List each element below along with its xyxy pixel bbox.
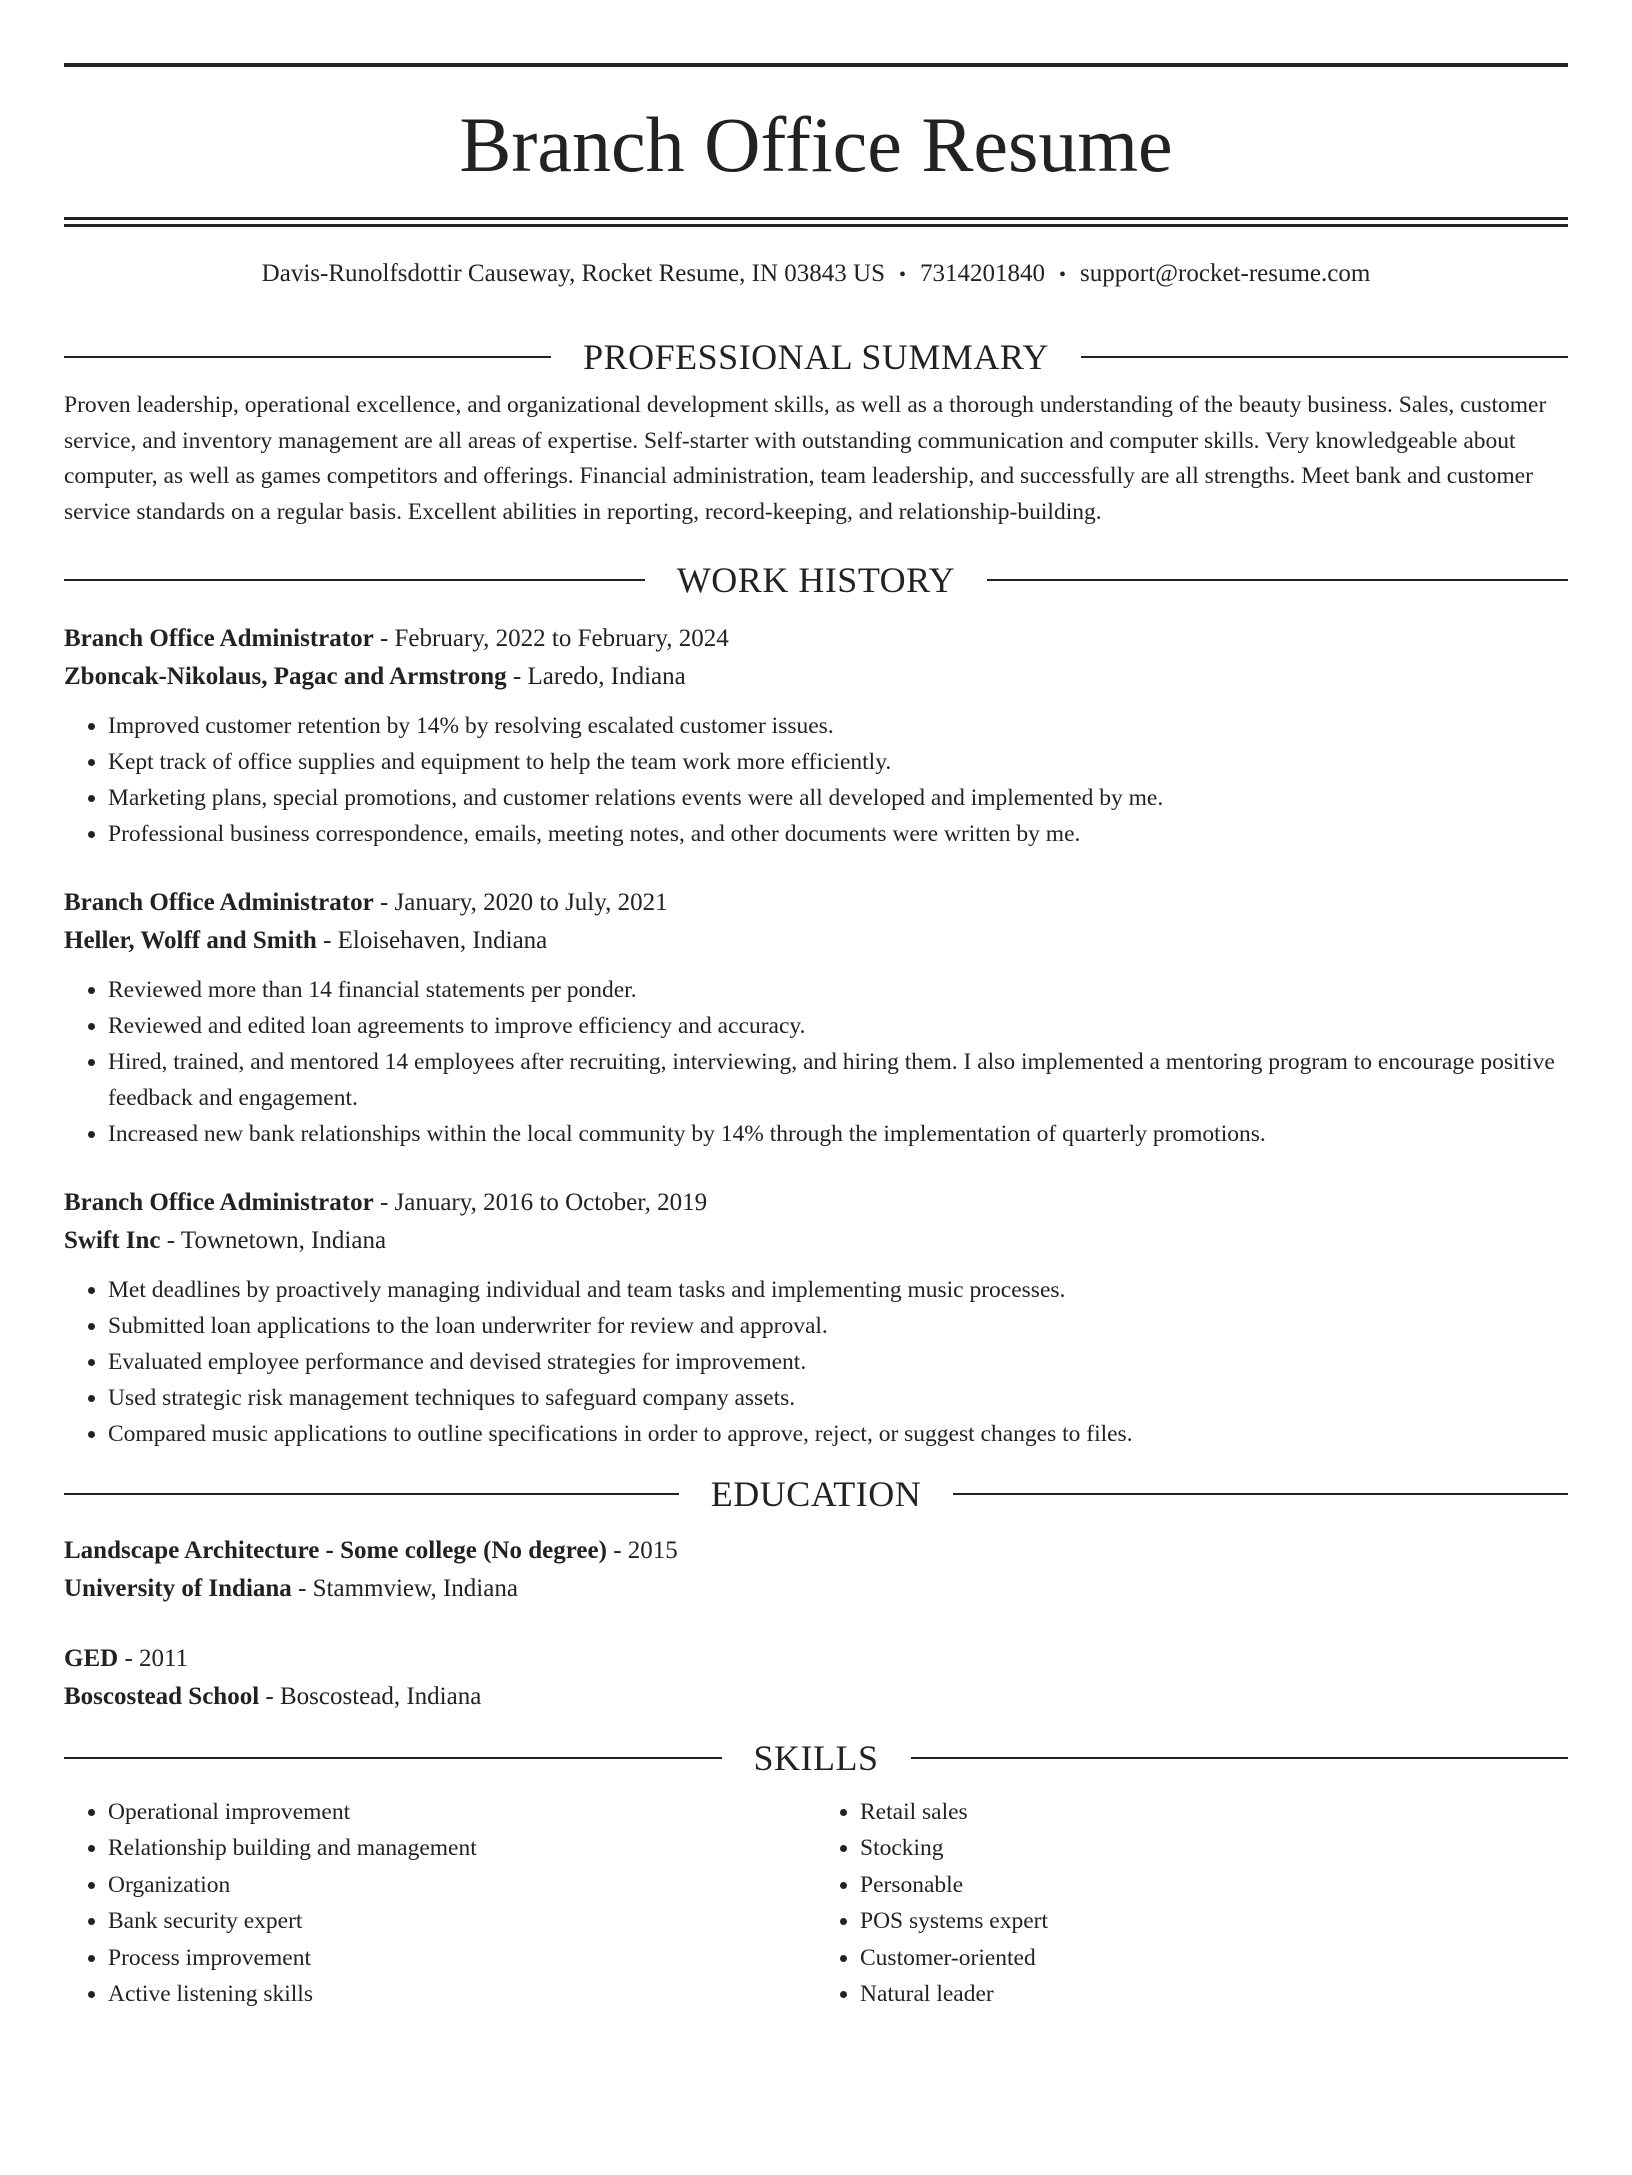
degree-line — [64, 1640, 1568, 1678]
section-heading-summary — [64, 333, 1568, 381]
work-entry — [64, 1184, 1568, 1452]
contact-email: support@rocket-resume.com — [1080, 260, 1371, 287]
list-item: • Met deadlines by proactively managing individual and team tasks and implementing music processes. — [108, 1272, 1568, 1308]
school-location: - Boscostead, Indiana — [259, 1683, 482, 1710]
heading-rule — [64, 579, 645, 581]
header-top-rule — [64, 63, 1568, 67]
job-bullets — [64, 972, 1568, 1152]
list-item: • Used strategic risk management techniques to safeguard company assets. — [108, 1380, 1568, 1416]
job-dates: - January, 2016 to October, 2019 — [373, 1189, 708, 1216]
list-item: • Reviewed more than 14 financial statements per ponder. — [108, 972, 1568, 1008]
skills-list-right — [816, 1794, 1568, 2012]
degree-year: - 2015 — [606, 1537, 678, 1564]
job-title: Branch Office Administrator — [64, 625, 374, 652]
list-item: • Process improvement — [108, 1940, 816, 1976]
page-title: Branch Office Resume — [459, 101, 1173, 188]
list-item: • Operational improvement — [108, 1794, 816, 1830]
company-name: Zboncak-Nikolaus, Pagac and Armstrong — [64, 663, 507, 690]
list-item: • Compared music applications to outline specifications in order to approve, reject, or suggest changes to files. — [108, 1416, 1568, 1452]
contact-separator: • — [898, 264, 906, 286]
job-title: Branch Office Administrator — [64, 1189, 374, 1216]
list-item: • Personable — [860, 1867, 1568, 1903]
work-entry — [64, 884, 1568, 1152]
section-title: PROFESSIONAL SUMMARY — [583, 337, 1049, 377]
company-location: - Laredo, Indiana — [506, 663, 686, 690]
education-entry — [64, 1640, 1568, 1716]
school-location: - Stammview, Indiana — [291, 1575, 518, 1602]
list-item: • Professional business correspondence, emails, meeting notes, and other documents were written by me. — [108, 816, 1568, 852]
list-item: • Marketing plans, special promotions, and customer relations events were all developed and implemented by me. — [108, 780, 1568, 816]
work-entry — [64, 620, 1568, 852]
contact-address: Davis-Runolfsdottir Causeway, Rocket Resume, IN 03843 US — [261, 260, 885, 287]
heading-rule — [64, 1757, 722, 1759]
section-heading-work — [64, 556, 1568, 604]
list-item: • Reviewed and edited loan agreements to improve efficiency and accuracy. — [108, 1008, 1568, 1044]
heading-rule — [1081, 356, 1568, 358]
company-line — [64, 922, 1568, 960]
job-bullets — [64, 708, 1568, 852]
contact-line — [64, 258, 1568, 291]
resume-page — [0, 63, 1632, 2175]
job-dates: - January, 2020 to July, 2021 — [373, 889, 668, 916]
company-location: - Townetown, Indiana — [160, 1227, 387, 1254]
list-item: • Customer-oriented — [860, 1940, 1568, 1976]
list-item: • Relationship building and management — [108, 1830, 816, 1866]
job-title-line — [64, 620, 1568, 658]
list-item: • Organization — [108, 1867, 816, 1903]
list-item: • Increased new bank relationships within the local community by 14% through the implementation of quarterly promotions. — [108, 1116, 1568, 1152]
section-heading-skills — [64, 1734, 1568, 1782]
section-title: WORK HISTORY — [676, 560, 956, 600]
degree-name: Landscape Architecture - Some college (No degree) — [64, 1537, 607, 1564]
list-item: • Evaluated employee performance and devised strategies for improvement. — [108, 1344, 1568, 1380]
company-name: Heller, Wolff and Smith — [64, 927, 317, 954]
company-line — [64, 658, 1568, 696]
heading-rule — [64, 1493, 679, 1495]
job-bullets — [64, 1272, 1568, 1452]
list-item: • Hired, trained, and mentored 14 employees after recruiting, interviewing, and hiring them. I also implemented a mentoring program to encourage positive feedback and engagement. — [108, 1044, 1568, 1116]
list-item: • Bank security expert — [108, 1903, 816, 1939]
company-name: Swift Inc — [64, 1227, 161, 1254]
section-title: SKILLS — [753, 1738, 879, 1778]
school-name: Boscostead School — [64, 1683, 260, 1710]
list-item: • Kept track of office supplies and equipment to help the team work more efficiently. — [108, 744, 1568, 780]
list-item: • POS systems expert — [860, 1903, 1568, 1939]
skills-columns — [64, 1794, 1568, 2012]
list-item: • Submitted loan applications to the loan underwriter for review and approval. — [108, 1308, 1568, 1344]
header-double-rule — [64, 217, 1568, 227]
section-title: EDUCATION — [710, 1474, 922, 1514]
job-title: Branch Office Administrator — [64, 889, 374, 916]
company-line — [64, 1222, 1568, 1260]
school-line — [64, 1570, 1568, 1608]
heading-rule — [64, 356, 551, 358]
school-name: University of Indiana — [64, 1575, 292, 1602]
list-item: • Stocking — [860, 1830, 1568, 1866]
school-line — [64, 1678, 1568, 1716]
list-item: • Improved customer retention by 14% by resolving escalated customer issues. — [108, 708, 1568, 744]
degree-line — [64, 1532, 1568, 1570]
job-title-line — [64, 884, 1568, 922]
skills-list-left — [64, 1794, 816, 2012]
contact-separator: • — [1059, 264, 1067, 286]
education-entry — [64, 1532, 1568, 1608]
heading-rule — [911, 1757, 1569, 1759]
degree-name: GED — [64, 1645, 119, 1672]
heading-rule — [987, 579, 1568, 581]
list-item: • Active listening skills — [108, 1976, 816, 2012]
list-item: • Natural leader — [860, 1976, 1568, 2012]
company-location: - Eloisehaven, Indiana — [316, 927, 548, 954]
contact-phone: 7314201840 — [920, 260, 1045, 287]
list-item: • Retail sales — [860, 1794, 1568, 1830]
heading-rule — [953, 1493, 1568, 1495]
section-heading-education — [64, 1470, 1568, 1518]
job-title-line — [64, 1184, 1568, 1222]
degree-year: - 2011 — [118, 1645, 189, 1672]
summary-text: Proven leadership, operational excellence, and organizational development skills, as well as a thorough understanding of the beauty business. Sales, customer service, and inventory management are all areas of expertise. Self-starter with outstanding communication and computer skills. Very knowledgeable about computer, as well as games competitors and offerings. Financial administration, team leadership, and successfully are all strengths. Meet bank and customer service standards on a regular basis. Excellent abilities in reporting, record-keeping, and relationship-building. — [64, 392, 1547, 525]
job-dates: - February, 2022 to February, 2024 — [373, 625, 729, 652]
